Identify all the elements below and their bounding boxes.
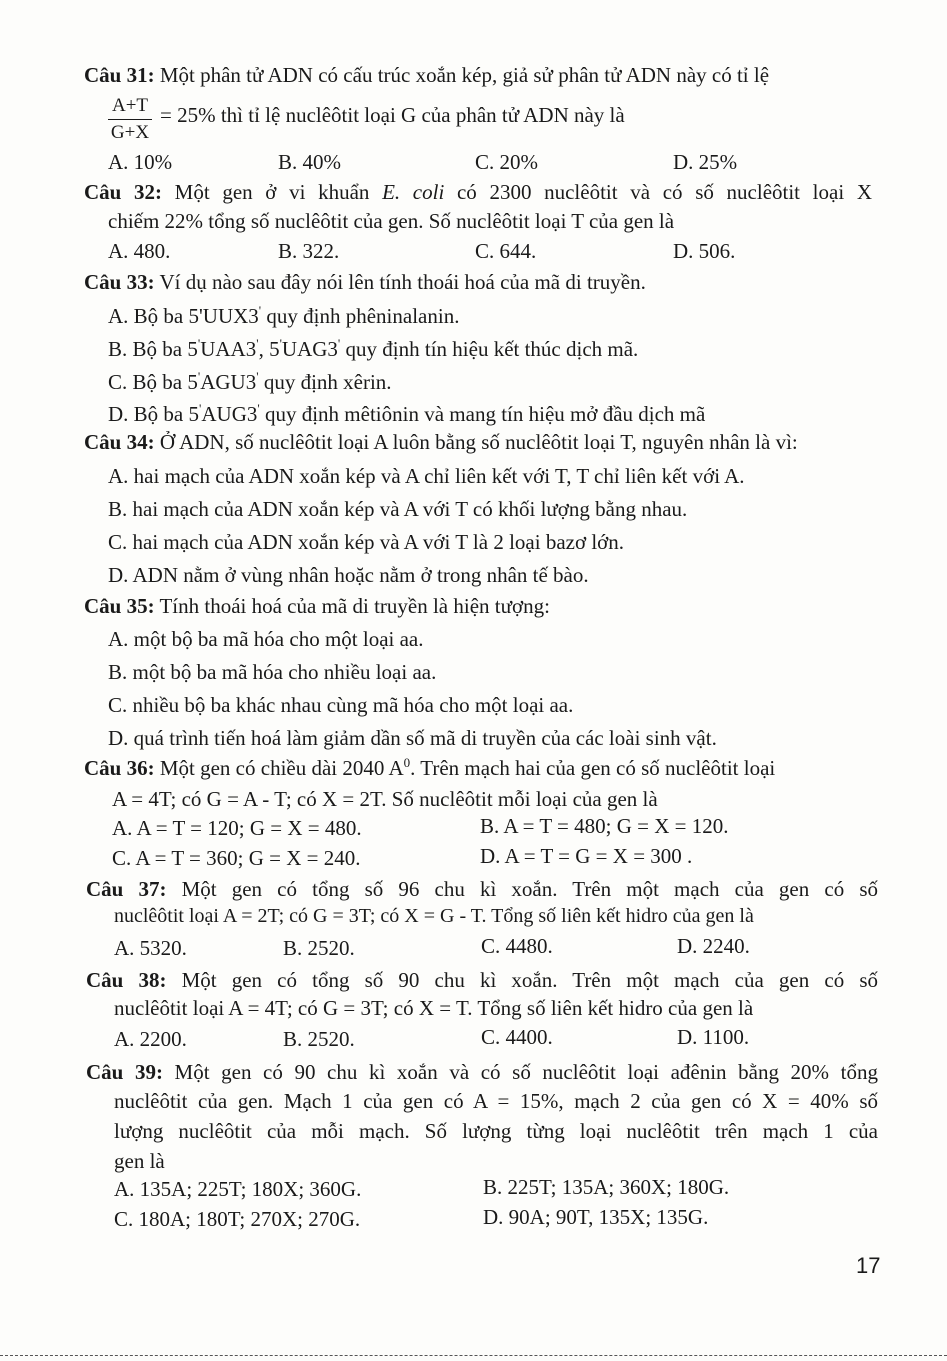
- option-d: D. A = T = G = X = 300 .: [480, 844, 693, 868]
- question-text: lượng nuclêôtit của mỗi mạch. Số lượng từng loại nuclêôtit trên mạch 1 của: [114, 1119, 878, 1143]
- question-label: Câu 38:: [86, 968, 167, 992]
- option-text: B. Bộ ba 5: [108, 337, 198, 361]
- prime-mark: ': [257, 401, 260, 416]
- question-text-line: A = 4T; có G = A - T; có X = 2T. Số nuclêôtit mỗi loại của gen là: [112, 787, 658, 811]
- option-c: C. 20%: [475, 150, 538, 174]
- option-d: D. quá trình tiến hoá làm giảm dần số mã di truyền của các loài sinh vật.: [108, 726, 717, 750]
- question-label: Câu 33:: [84, 270, 155, 294]
- option-text: C. Bộ ba 5: [108, 370, 198, 394]
- question-label: Câu 37:: [86, 877, 167, 901]
- question-text: có 2300 nuclêôtit và có số nuclêôtit loại X: [444, 180, 872, 204]
- option-a: A. hai mạch của ADN xoắn kép và A chỉ liên kết với T, T chỉ liên kết với A.: [108, 464, 745, 488]
- question-label: Câu 35:: [84, 594, 155, 618]
- option-text: UAA3: [200, 337, 257, 361]
- fraction-at-gx: [108, 94, 152, 145]
- question-text: Một gen có chiều dài 2040 A: [154, 756, 404, 780]
- option-d: D. ADN nằm ở vùng nhân hoặc nằm ở trong nhân tế bào.: [108, 563, 589, 587]
- question-label: Câu 34:: [84, 430, 155, 454]
- question-39: [86, 1059, 878, 1085]
- question-text-line: gen là: [114, 1149, 165, 1173]
- option-text: AUG3: [201, 402, 258, 426]
- question-text: Ví dụ nào sau đây nói lên tính thoái hoá của mã di truyền.: [154, 270, 646, 294]
- option-b: [108, 336, 638, 362]
- question-38: [86, 967, 878, 993]
- option-d: D. 506.: [673, 239, 736, 263]
- option-a: [108, 303, 459, 329]
- question-text-line: nuclêôtit loại A = 2T; có G = 3T; có X = G - T. Tổng số liên kết hidro của gen là: [114, 905, 754, 927]
- option-b: B. A = T = 480; G = X = 120.: [480, 814, 729, 838]
- prime-mark: ': [197, 369, 201, 384]
- option-d: [108, 401, 705, 427]
- question-text: Ở ADN, số nuclêôtit loại A luôn bằng số nuclêôtit loại T, nguyên nhân là vì:: [154, 430, 798, 454]
- question-37: [86, 876, 878, 902]
- option-d: D. 1100.: [677, 1025, 750, 1049]
- page-bottom-divider: [0, 1355, 947, 1356]
- question-text: Một gen có tổng số 90 chu kì xoắn. Trên một mạch của gen có số: [166, 968, 878, 992]
- option-a: A. 135A; 225T; 180X; 360G.: [114, 1177, 362, 1201]
- question-text-line: = 25% thì tỉ lệ nuclêôtit loại G của phân tử ADN này là: [160, 103, 625, 127]
- option-text: AGU3: [200, 370, 257, 394]
- prime-mark: ': [337, 336, 341, 351]
- question-text-line: [114, 1088, 878, 1114]
- question-text: Một gen có tổng số 96 chu kì xoắn. Trên một mạch của gen có số: [166, 877, 878, 901]
- prime-mark: ': [258, 303, 262, 318]
- option-c: C. hai mạch của ADN xoắn kép và A với T là 2 loại bazơ lớn.: [108, 530, 625, 554]
- prime-mark: ': [256, 369, 259, 384]
- option-text: D. Bộ ba 5: [108, 402, 199, 426]
- prime-mark: ': [199, 401, 202, 416]
- option-b: B. hai mạch của ADN xoắn kép và A với T có khối lượng bằng nhau.: [108, 497, 688, 521]
- option-a: A. 2200.: [114, 1027, 187, 1051]
- option-c: C. 4400.: [481, 1025, 553, 1049]
- option-a: A. A = T = 120; G = X = 480.: [112, 816, 362, 840]
- option-d: D. 2240.: [677, 934, 750, 958]
- question-text: Một gen ở vi khuẩn: [162, 180, 383, 204]
- prime-mark: ': [279, 336, 282, 351]
- option-c: C. A = T = 360; G = X = 240.: [112, 846, 361, 870]
- question-text: . Trên mạch hai của gen có số nuclêôtit loại: [410, 756, 776, 780]
- option-b: B. 2520.: [283, 936, 355, 960]
- question-label: Câu 39:: [86, 1060, 163, 1084]
- option-c: C. 644.: [475, 239, 537, 263]
- option-text: UAG3: [281, 337, 338, 361]
- question-33: [84, 269, 646, 295]
- option-c: [108, 369, 392, 395]
- question-text: Một phân tử ADN có cấu trúc xoắn kép, giả sử phân tử ADN này có tỉ lệ: [154, 63, 770, 87]
- option-b: B. 2520.: [283, 1027, 355, 1051]
- question-text-line: nuclêôtit loại A = 4T; có G = 3T; có X = T. Tổng số liên kết hidro của gen là: [114, 996, 754, 1020]
- question-text-line: [114, 1118, 878, 1144]
- option-text: quy định tín hiệu kết thúc dịch mã.: [340, 337, 639, 361]
- option-a: A. một bộ ba mã hóa cho một loại aa.: [108, 627, 424, 651]
- option-c: C. 4480.: [481, 934, 553, 958]
- option-text: quy định xêrin.: [258, 370, 392, 394]
- option-d: D. 25%: [673, 150, 738, 174]
- page-number: 17: [856, 1253, 881, 1278]
- superscript: 0: [403, 755, 411, 770]
- option-b: B. một bộ ba mã hóa cho nhiều loại aa.: [108, 660, 437, 684]
- prime-mark: ': [197, 336, 201, 351]
- question-34: [84, 429, 798, 455]
- question-36: [84, 755, 775, 781]
- option-text: , 5: [258, 337, 280, 361]
- question-32: [84, 179, 872, 205]
- option-b: B. 225T; 135A; 360X; 180G.: [483, 1175, 730, 1199]
- option-a: A. 10%: [108, 150, 173, 174]
- option-text: quy định mêtiônin và mang tín hiệu mở đầu dịch mã: [259, 402, 706, 426]
- option-b: B. 322.: [278, 239, 340, 263]
- question-text: Tính thoái hoá của mã di truyền là hiện tượng:: [154, 594, 550, 618]
- option-c: C. 180A; 180T; 270X; 270G.: [114, 1207, 361, 1231]
- option-a: A. 5320.: [114, 936, 187, 960]
- question-35: [84, 593, 550, 619]
- question-31: [84, 62, 880, 88]
- fraction-denominator: G+X: [110, 121, 150, 143]
- option-b: B. 40%: [278, 150, 341, 174]
- question-text: nuclêôtit của gen. Mạch 1 của gen có A = 15%, mạch 2 của gen có X = 40% số: [114, 1089, 878, 1113]
- question-text: Một gen có 90 chu kì xoắn và có số nuclêôtit loại ađênin bằng 20% tổng: [162, 1060, 878, 1084]
- species-name: E. coli: [382, 180, 445, 204]
- question-text-line: chiếm 22% tổng số nuclêôtit của gen. Số nuclêôtit loại T của gen là: [108, 209, 675, 233]
- question-label: Câu 31:: [84, 63, 155, 87]
- question-label: Câu 32:: [84, 180, 162, 204]
- option-text: A. Bộ ba 5'UUX3: [108, 304, 259, 328]
- prime-mark: ': [256, 336, 259, 351]
- option-text: quy định phêninalanin.: [261, 304, 460, 328]
- question-label: Câu 36:: [84, 756, 155, 780]
- option-c: C. nhiều bộ ba khác nhau cùng mã hóa cho một loại aa.: [108, 693, 574, 717]
- option-d: D. 90A; 90T, 135X; 135G.: [483, 1205, 709, 1229]
- fraction-numerator: A+T: [108, 94, 152, 120]
- option-a: A. 480.: [108, 239, 171, 263]
